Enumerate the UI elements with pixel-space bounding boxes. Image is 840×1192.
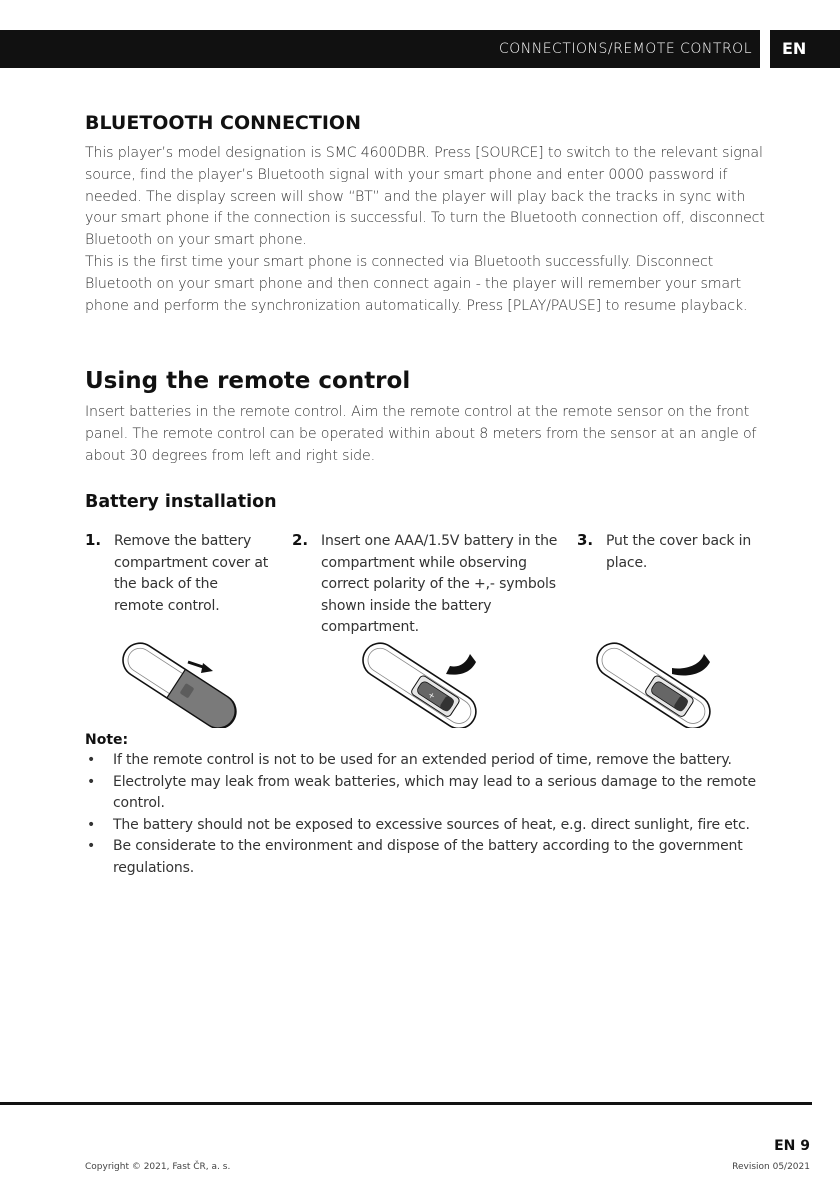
page-number: EN 9 [774, 1138, 810, 1154]
step-text: Insert one AAA/1.5V battery in the compartment while observing correct polarity of the +,- symbols shown inside the battery compartment. [321, 533, 558, 635]
remote-cover-removal-illustration [118, 642, 243, 728]
remote-cover-replace-illustration [592, 642, 717, 728]
svg-text:+: + [426, 689, 437, 702]
copyright-text: Copyright © 2021, Fast ČR, a. s. [85, 1162, 231, 1172]
revision-text: Revision 05/2021 [732, 1162, 810, 1172]
section-title: CONNECTIONS/REMOTE CONTROL [498, 41, 752, 57]
note-item: • The battery should not be exposed to excessive sources of heat, e.g. direct sunlight, fire etc. [85, 815, 775, 837]
remote-battery-insert-illustration [358, 642, 483, 728]
note-item: • If the remote control is not to be used for an extended period of time, remove the battery. [85, 750, 775, 772]
remote-heading: Using the remote control [85, 368, 411, 394]
step-text: Put the cover back in place. [606, 533, 752, 571]
step-number: 1. [85, 531, 102, 549]
note-item: • Electrolyte may leak from weak batteries, which may lead to a serious damage to the remote control. [87, 773, 756, 812]
bluetooth-heading: BLUETOOTH CONNECTION [85, 112, 361, 134]
battery-heading: Battery installation [85, 492, 277, 512]
step-number: 3. [577, 531, 594, 549]
bullet-icon: • [87, 752, 96, 768]
bluetooth-paragraph-2: This is the first time your smart phone is connected via Bluetooth successfully. Disconnect Bluetooth on your smart phone and then connect again - the player will remember your smart phone and perform the synchronization automatically. Press [PLAY/PAUSE] to resume playback. [85, 254, 748, 314]
footer-divider [0, 1102, 812, 1105]
remote-paragraph: Insert batteries in the remote control. Aim the remote control at the remote sensor on the front panel. The remote control can be operated within about 8 meters from the sensor at an angle of about 30 degrees from left and right side. [85, 404, 757, 464]
note-list [85, 750, 775, 880]
bluetooth-paragraph-1: This player’s model designation is SMC 4600DBR. Press [SOURCE] to switch to the relevant signal source, find the player’s Bluetooth signal with your smart phone and enter 0000 password if needed. The display screen will show “BT” and the player will play back the tracks in sync with your smart phone if the connection is successful. To turn the Bluetooth connection off, disconnect Bluetooth on your smart phone. [85, 145, 765, 249]
bullet-icon: • [87, 816, 96, 833]
step-text: Remove the battery compartment cover at the back of the remote control. [114, 533, 269, 614]
note-label: Note: [85, 732, 129, 748]
step-number: 2. [292, 531, 309, 549]
bullet-icon: • [87, 773, 96, 790]
language-badge: EN [770, 30, 840, 68]
bullet-icon: • [87, 838, 96, 855]
header-bar [0, 30, 760, 68]
note-item: • Be considerate to the environment and dispose of the battery according to the government regulations. [87, 838, 743, 876]
